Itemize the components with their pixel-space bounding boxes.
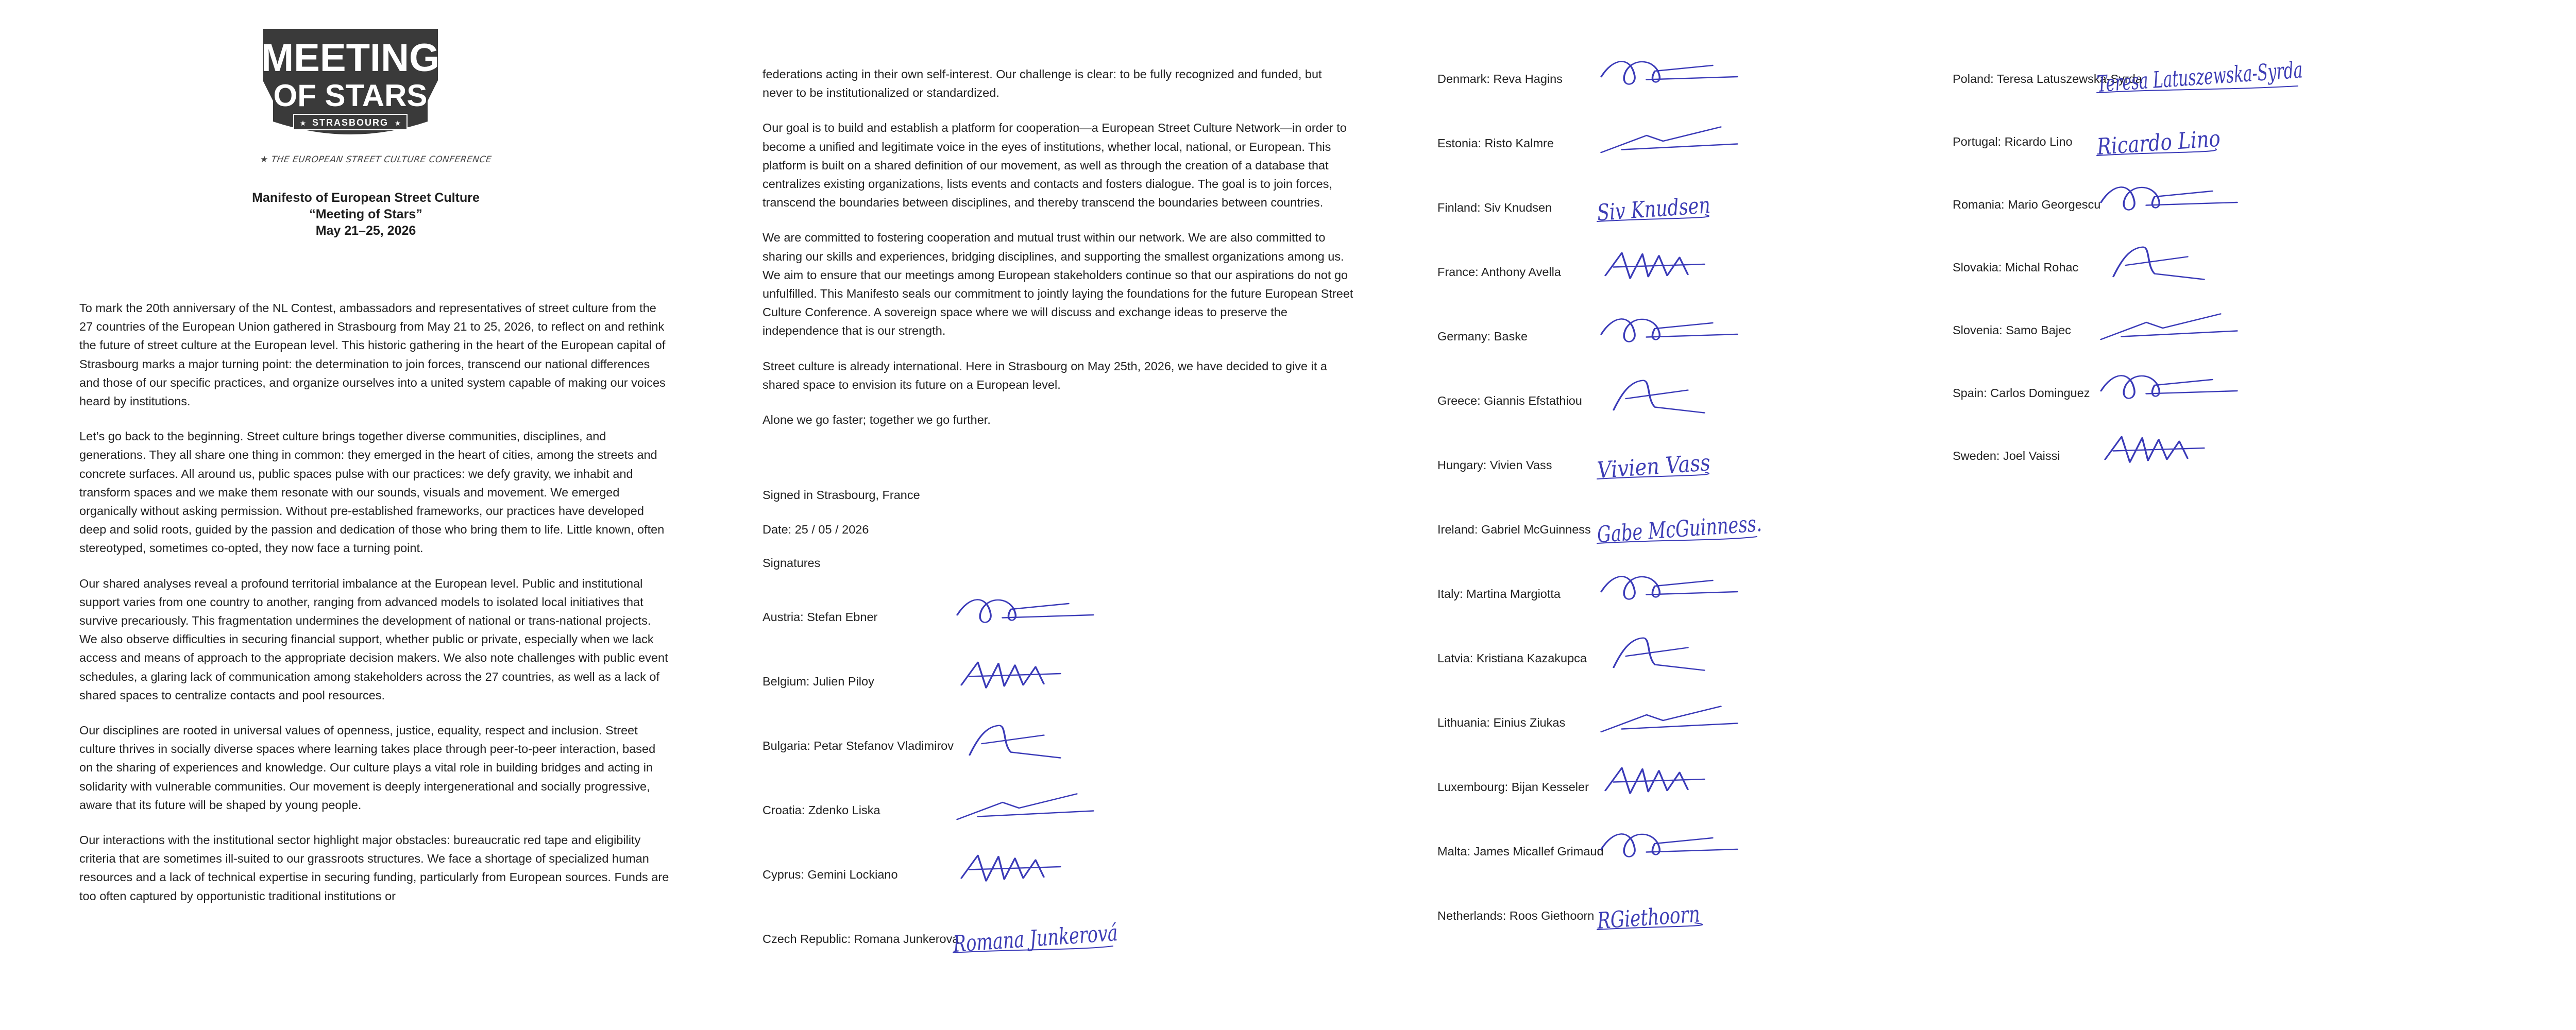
signature-script: Vivien Vass [1596,448,1727,484]
signature-stroke [1614,381,1704,413]
paragraph: Our disciplines are rooted in universal values of openness, justice, equality, respect and inclusion. Street culture thrives in socially diverse spaces where learning takes place through peer-to-peer interaction, based on the sharing of experiences and knowledge. Our culture plays a vital role in building bridges and acting in solidarity with vulnerable communities. Our movement is deeply intergenerational and socially progressive, aware that its future will be shaped by young people. [79,724,656,812]
signatory-label: Lithuania: Einius Ziukas [1437,716,1566,729]
signatory-label: Sweden: Joel Vaissi [1953,449,2060,462]
paragraph: Alone we go faster; together we go further. [762,413,991,427]
signatory-label: Spain: Carlos Dominguez [1953,386,2090,400]
logo-tagline [260,154,493,165]
handwritten-signature [948,909,1171,966]
paragraph: Let’s go back to the beginning. Street culture brings together diverse communities, disciplines, and generations. They all share one thing in common: they emerged in the heart of cities, among the streets and concrete surfaces. All around us, public spaces pulse with our practices: we defy gravity, we inhabit and transform spaces and we make them resonate with our sounds, visuals and movement. We emerged organically without asking permission. Without pre-established frameworks, our practices have developed deep and solid roots, guided by the passion and dedication of those who bring them to life. Little known, often stereotyped, sometimes co-opted, they now face a turning point. [79,430,665,555]
signature-script: Romana Junkerová [952,916,1171,958]
signature-stroke [1601,319,1737,341]
handwritten-signature [1592,178,1808,234]
handwritten-signature [2092,363,2308,420]
svg-text:★: ★ [299,119,307,127]
logo-ribbon: STRASBOURG [312,117,389,128]
signature-script: Teresa Latuszewska-Syrda [2096,49,2403,98]
signed-place: Signed in Strasbourg, France [762,488,920,502]
handwritten-signature [1592,306,1808,363]
signatory-label: Cyprus: Gemini Lockiano [762,868,898,881]
signatory-label: Greece: Giannis Efstathiou [1437,394,1582,407]
signature-stroke [2113,247,2204,280]
handwritten-signature [948,716,1164,772]
logo-line2: OF STARS [273,78,428,113]
tagline-text: THE EUROPEAN STREET CULTURE CONFERENCE [270,154,493,165]
paragraph: To mark the 20th anniversary of the NL Contest, ambassadors and representatives of street culture from the 27 countries of the European Union gathered in Strasbourg from May 21 to 25, 2026, to reflect on and rethink the future of street culture at the European level. This historic gathering in the heart of the European capital of Strasbourg marks a major turning point: the determination to join forces, transcend our national differences and those of our specific practices, and organize ourselves into a united system capable of making our voices heard by institutions. [79,301,666,408]
signatory-label: Germany: Baske [1437,330,1528,343]
signature-stroke [2101,187,2237,210]
handwritten-signature [1592,49,1808,106]
handwritten-signature [1592,371,1808,427]
signature-stroke [1601,61,1737,84]
manifesto-page-1 [0,0,716,1030]
signature-stroke [1605,768,1704,794]
signatory-label: Malta: James Micallef Grimaud [1437,845,1604,858]
logo-line1: MEETING [261,36,440,80]
handwritten-signature [1592,435,1808,492]
manifesto-body-page2 [762,65,1355,445]
logo-graphic [258,24,443,147]
handwritten-signature [2092,300,2308,357]
signatory-label: Estonia: Risto Kalmre [1437,136,1554,150]
signature-stroke [957,599,1093,622]
manifesto-subtitle: “Meeting of Stars” [309,207,422,221]
manifesto-dates: May 21–25, 2026 [315,224,416,238]
handwritten-signature [2092,237,2308,294]
signature-script: Siv Knudsen [1596,190,1741,227]
handwritten-signature [1592,564,1808,621]
handwritten-signature [1592,628,1808,685]
signatory-label: Hungary: Vivien Vass [1437,458,1552,472]
signatory-label: Italy: Martina Margiotta [1437,587,1561,600]
signature-stroke [961,855,1060,881]
meeting-of-stars-logo [258,24,443,147]
signatures-heading: Signatures [762,556,821,570]
signatory-label: Netherlands: Roos Giethoorn [1437,909,1595,922]
signature-stroke [1614,638,1704,671]
signature-stroke [1601,576,1737,599]
signature-stroke [957,794,1093,820]
paragraph: Our interactions with the institutional sector highlight major obstacles: bureaucratic red tape and eligibility criteria that are sometimes ill-suited to our grassroots structures. We face a shortage of specialized human resources and a lack of technical expertise in securing funding, particularly from European sources. Funds are too often captured by opportunistic traditional institutions or [79,833,669,903]
signature-script: Gabe McGuinness. [1596,507,1814,548]
signatory-label: Denmark: Reva Hagins [1437,72,1563,85]
signatory-label: Austria: Stefan Ebner [762,610,878,624]
signature-stroke [2101,314,2237,340]
signatory-label: Poland: Teresa Latuszewska-Syrda [1953,72,2142,85]
signatory-label: Ireland: Gabriel McGuinness [1437,523,1591,536]
signatory-label: Belgium: Julien Piloy [762,675,874,688]
signature-stroke [1601,127,1737,153]
handwritten-signature [1592,113,1808,170]
signature-stroke [1601,834,1737,856]
signatory-label: Bulgaria: Petar Stefanov Vladimirov [762,739,954,752]
paragraph: federations acting in their own self-interest. Our challenge is clear: to be fully recognized and funded, but never to be institutionalized or standardized. [762,67,1322,100]
signatory-label: France: Anthony Avella [1437,265,1561,279]
handwritten-signature [948,651,1164,708]
paragraph: We are committed to fostering cooperation and mutual trust within our network. We are also committed to sharing our skills and experiences, bridging disciplines, and supporting the smallest organizations among us. We aim to ensure that our meetings among European stakeholders continue so that our aspirations do not go unfulfilled. This Manifesto seals our commitment to jointly laying the foundations for the future European Street Culture Conference. A sovereign space where we will discuss and exchange ideas to preserve the independence that is our strength. [762,231,1353,338]
svg-text:★: ★ [394,119,401,127]
signatory-label: Portugal: Ricardo Lino [1953,135,2073,148]
paragraph: Our goal is to build and establish a platform for cooperation—a European Street Culture Network—in order to become a unified and legitimate voice in the eyes of institutions, whether local, national, or European. This platform is built on a shared definition of our movement, as well as through the creation of a database that centralizes existing organizations, lists events and contacts and fosters dialogue. The goal is to join forces, transcend the boundaries between disciplines, and thereby transcend the boundaries between countries. [762,121,1347,210]
handwritten-signature [1592,693,1808,749]
handwritten-signature [948,845,1164,901]
handwritten-signature [2092,426,2308,483]
handwritten-signature [1592,821,1808,878]
signature-stroke [1605,253,1704,279]
handwritten-signature [948,587,1164,644]
signature-script: Ricardo Lino [2096,124,2245,161]
signature-stroke [970,726,1060,758]
signatory-label: Romania: Mario Georgescu [1953,198,2101,211]
signatory-label: Slovenia: Samo Bajec [1953,323,2071,337]
signatory-label: Croatia: Zdenko Liska [762,803,880,817]
paragraph: Our shared analyses reveal a profound territorial imbalance at the European level. Public and institutional support varies from one country to another, ranging from advanced models to isolated local initiatives that survive precariously. This fragmentation undermines the development of national or trans-national projects. We also observe difficulties in securing financial support, whether public or private, especially when we lack access and means of approach to the appropriate decision makers. We also note challenges with public event schedules, a glaring lack of communication among stakeholders across the 27 countries, as well as a lack of shared spaces to centralize contacts and pool resources. [79,576,668,702]
handwritten-signature [2092,49,2403,106]
handwritten-signature [948,780,1164,837]
signature-stroke [1601,707,1737,732]
signatory-label: Czech Republic: Romana Junkerova [762,932,959,946]
handwritten-signature [2092,175,2308,231]
signatory-label: Finland: Siv Knudsen [1437,201,1552,214]
signature-stroke [2101,375,2237,398]
handwritten-signature [1592,886,1808,942]
manifesto-title: Manifesto of European Street Culture [252,191,480,205]
handwritten-signature [1592,500,1814,556]
signature-stroke [961,662,1060,688]
manifesto-body-page1 [79,299,672,922]
signatory-label: Luxembourg: Bijan Kesseler [1437,780,1589,794]
handwritten-signature [1592,757,1808,814]
signatory-label: Latvia: Kristiana Kazakupca [1437,651,1587,665]
signature-date: Date: 25 / 05 / 2026 [762,523,869,536]
manifesto-title-block [170,190,562,239]
star-icon: ★ [259,154,269,165]
handwritten-signature [2092,112,2308,168]
signature-script: RGiethoorn [1596,899,1731,935]
signature-stroke [2105,437,2204,462]
signatory-label: Slovakia: Michal Rohac [1953,261,2079,274]
paragraph: Street culture is already international. Here in Strasbourg on May 25th, 2026, we have decided to give it a shared space to envision its future on a European level. [762,359,1327,391]
handwritten-signature [1592,242,1808,299]
